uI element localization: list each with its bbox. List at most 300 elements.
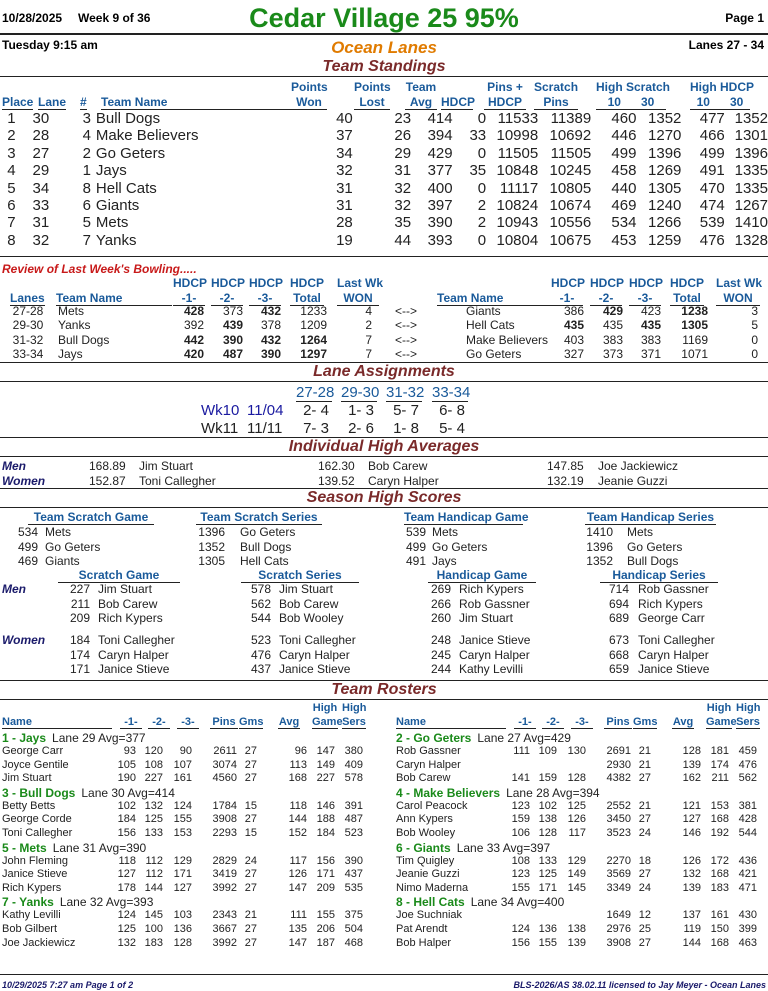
season-team-name: Mets (432, 525, 459, 539)
roster-cell: 168 (710, 936, 729, 949)
season-ind-name: Toni Callegher (638, 633, 715, 647)
lane-week: Wk10 (201, 402, 240, 419)
standing-cell: 400 (427, 179, 453, 197)
roster-cell: 421 (738, 868, 757, 881)
season-ind-score: 227 (69, 582, 90, 596)
roster-cell: 3908 (606, 936, 631, 949)
season-ind-score: 562 (250, 596, 271, 611)
footer-rule (0, 974, 768, 975)
season-ind-name: Caryn Halper (98, 647, 169, 662)
roster-cell: 138 (538, 813, 557, 826)
roster-cell: 12 (638, 909, 651, 922)
standing-row (0, 214, 768, 231)
season-team-head: Team Scratch Game (28, 510, 154, 525)
review-cell: 5 (751, 318, 758, 333)
season-team-score: 1352 (586, 554, 613, 568)
avg-title: Individual High Averages (288, 438, 480, 455)
roster-col-g1: -1- (120, 716, 142, 729)
season-ind-name: Rich Kypers (459, 582, 524, 596)
review-cell: Hell Cats (466, 318, 515, 333)
review-cell: 29-30 (12, 318, 44, 333)
season-ind-head: Handicap Game (428, 568, 536, 583)
season-ind-name: Bob Carew (279, 596, 339, 611)
col-pl2: Lost (354, 95, 390, 110)
roster-cell: 375 (344, 909, 363, 922)
standing-cell: 429 (427, 144, 453, 162)
avg-name: Jim Stuart (139, 459, 194, 473)
rev-col-hta-2: HDCP (670, 276, 705, 290)
review-cell: 27-28 (12, 304, 44, 318)
review-cell: 1233 (300, 304, 327, 318)
roster-cell: 27 (638, 813, 651, 826)
rev-col-htb-2: Total (670, 291, 704, 306)
rev-col-h2b-2: -2- (590, 291, 622, 306)
season-ind-score: 245 (430, 647, 451, 662)
roster-cell: Pat Arendt (396, 923, 448, 935)
rev-col-h3b: -3- (249, 291, 281, 306)
season-title: Season High Scores (306, 489, 462, 506)
review-cell: 435 (640, 318, 661, 333)
roster-cell: 380 (344, 745, 363, 757)
season-team-name: Bull Dogs (240, 539, 292, 554)
roster-cell: 535 (344, 881, 363, 894)
rosters-rule (0, 699, 768, 700)
standing-cell: 28 (32, 127, 50, 145)
standing-cell: Jays (95, 162, 127, 180)
avg-men-label: Men (2, 459, 26, 473)
roster-cell: 27 (244, 745, 257, 757)
roster-cell: 161 (173, 772, 192, 785)
review-cell: 1071 (681, 346, 708, 361)
roster-col-avg: Avg (278, 716, 300, 728)
season-team-score: 491 (405, 554, 426, 568)
standing-cell: 10804 (496, 231, 539, 249)
roster-cell: 124 (117, 909, 136, 922)
roster-cell: 18 (638, 854, 651, 867)
standings-title: Team Standings (322, 58, 446, 75)
footer-right: BLS-2026/AS 38.02.11 licensed to Jay Meyer - Ocean Lanes (513, 980, 766, 990)
season-team-score: 1396 (586, 539, 613, 554)
season-team-name: Go Geters (240, 525, 296, 539)
roster-cell: 476 (738, 758, 757, 771)
roster-cell: 183 (710, 881, 729, 894)
standing-cell: 491 (699, 162, 725, 180)
roster-team-header (2, 731, 146, 745)
standing-cell: 32 (394, 197, 412, 215)
season-team-name: Giants (45, 554, 80, 568)
review-cell: Go Geters (466, 346, 522, 361)
review-cell: 1264 (300, 332, 327, 347)
season-team-head: Team Scratch Series (196, 510, 322, 525)
roster-col-hs1: High (342, 702, 367, 714)
rev-col-h1a-2: HDCP (551, 276, 586, 290)
review-cell: <--> (394, 304, 417, 318)
review-cell: 7 (365, 346, 372, 361)
roster-cell: 155 (316, 909, 335, 922)
avg-women-label: Women (2, 474, 46, 488)
standing-cell: 1270 (648, 127, 682, 145)
season-men-label: Men (2, 582, 26, 596)
review-row (0, 333, 758, 347)
review-cell: 1305 (681, 318, 708, 333)
roster-col-name: Name (396, 716, 506, 729)
season-ind-name: Rich Kypers (638, 596, 703, 611)
standing-cell: 44 (394, 231, 412, 249)
roster-cell: 120 (144, 745, 163, 757)
roster-cell: 103 (173, 909, 192, 922)
avg-name: Joe Jackiewicz (598, 459, 679, 473)
standing-cell: 470 (699, 179, 725, 197)
roster-cell: 127 (682, 813, 701, 826)
roster-cell: 133 (538, 854, 557, 867)
standing-cell: 1410 (734, 214, 768, 232)
season-ind-name: Janice Stieve (98, 662, 170, 676)
roster-cell: George Carr (2, 745, 64, 757)
standing-cell: 2 (477, 214, 487, 232)
season-ind-name: Caryn Halper (279, 647, 350, 662)
roster-cell: 390 (344, 854, 363, 867)
standing-cell: 453 (611, 231, 637, 249)
col-hh3: 30 (730, 95, 744, 109)
review-cell: 386 (563, 304, 584, 318)
roster-cell: 111 (513, 745, 530, 757)
lanes-rule (0, 381, 768, 382)
roster-cell: 147 (288, 881, 307, 894)
roster-cell: 126 (567, 813, 586, 826)
col-ta1: Team (405, 80, 437, 94)
standing-cell: 458 (611, 162, 637, 180)
review-cell: 31-32 (12, 332, 44, 347)
roster-col-pins: Pins (604, 716, 632, 729)
avg-value: 147.85 (547, 459, 584, 473)
roster-cell: 156 (117, 827, 136, 839)
roster-cell: 24 (638, 881, 651, 894)
roster-cell: 436 (738, 854, 757, 867)
review-cell: 429 (602, 304, 623, 318)
lane-match: 1- 3 (348, 402, 374, 419)
col-pl1: Points (354, 80, 391, 94)
roster-col-g3: -3- (571, 716, 593, 729)
review-cell: 435 (563, 318, 584, 333)
review-cell: 0 (751, 346, 758, 361)
roster-cell: Joyce Gentile (2, 758, 69, 771)
review-cell: 432 (260, 332, 281, 347)
season-ind-score: 523 (250, 633, 271, 647)
season-ind-name: Toni Callegher (98, 633, 175, 647)
standing-cell: 11505 (550, 144, 592, 162)
standing-cell: 446 (611, 127, 637, 145)
standing-cell: 1240 (648, 197, 682, 215)
review-cell: 2 (365, 318, 372, 333)
standing-cell: 1301 (734, 127, 768, 145)
roster-team-name: 6 - Giants (396, 840, 451, 855)
page-label: Page 1 (725, 11, 764, 25)
season-women-label: Women (2, 633, 46, 647)
roster-cell: 105 (117, 758, 136, 771)
standing-cell: 397 (427, 197, 453, 215)
roster-cell: 149 (316, 758, 335, 771)
roster-col-g2: -2- (542, 716, 564, 729)
review-cell: 33-34 (12, 346, 44, 361)
roster-cell: 125 (117, 923, 136, 935)
roster-cell: 21 (638, 745, 651, 757)
roster-cell: 132 (144, 799, 163, 812)
col-place: Place (2, 95, 34, 109)
roster-cell: 109 (538, 745, 557, 757)
season-ind-name: Kathy Levilli (459, 662, 524, 676)
standing-row (0, 232, 768, 249)
standing-cell: 1396 (734, 144, 768, 162)
standing-cell: 377 (427, 162, 453, 180)
roster-team-name: 3 - Bull Dogs (2, 785, 76, 800)
roster-cell: 2343 (212, 909, 237, 922)
season-ind-head: Scratch Series (241, 568, 359, 583)
col-hs3: 30 (641, 95, 655, 109)
standing-cell: 440 (611, 179, 637, 197)
roster-cell: Rich Kypers (2, 881, 62, 894)
season-ind-score: 248 (430, 633, 451, 647)
standing-cell: 460 (611, 110, 637, 127)
roster-cell: 471 (738, 881, 757, 894)
roster-cell: 144 (288, 813, 307, 826)
lane-match: 2- 6 (348, 420, 374, 437)
roster-cell: 125 (538, 868, 557, 881)
review-cell: 392 (183, 318, 204, 333)
roster-team-name: 4 - Make Believers (396, 785, 501, 800)
standing-cell: 33 (32, 197, 50, 215)
review-cell: 1238 (681, 304, 708, 318)
season-ind-score: 171 (69, 662, 90, 676)
roster-team-header (2, 895, 153, 909)
standing-cell: 499 (699, 144, 725, 162)
roster-cell: 117 (289, 854, 307, 867)
roster-cell: 136 (173, 923, 192, 935)
standing-cell: 37 (336, 127, 353, 145)
standing-cell: 26 (394, 127, 412, 145)
season-team-head: Team Handicap Series (586, 510, 715, 524)
roster-cell: 156 (511, 936, 530, 949)
season-ind-score: 260 (430, 611, 451, 625)
roster-cell: 102 (538, 799, 557, 812)
roster-cell: 133 (144, 827, 163, 839)
standing-cell: 7 (82, 231, 91, 249)
review-cell: 390 (222, 332, 243, 347)
season-ind-name: Toni Callegher (279, 633, 356, 647)
standing-cell: 2 (477, 197, 487, 215)
roster-cell: 137 (682, 909, 701, 922)
season-ind-score: 269 (430, 582, 451, 596)
season-ind-score: 476 (250, 647, 271, 662)
standing-cell: 34 (336, 144, 353, 162)
roster-col-hs2: Sers (736, 716, 760, 728)
lane-date: 11/04 (247, 402, 284, 419)
roster-cell: 121 (682, 799, 701, 812)
standing-cell: 31 (394, 162, 412, 180)
roster-cell: 27 (244, 813, 257, 826)
roster-team-header (396, 731, 571, 745)
avg-name: Caryn Halper (368, 474, 439, 488)
roster-cell: 149 (567, 868, 586, 881)
standing-cell: 11533 (497, 110, 539, 127)
standing-cell: 390 (427, 214, 453, 232)
roster-cell: 409 (344, 758, 363, 771)
roster-cell: 155 (511, 881, 530, 894)
roster-cell: 155 (538, 936, 557, 949)
standing-cell: 474 (699, 197, 725, 215)
roster-cell: Nimo Maderna (396, 881, 469, 894)
standing-cell: 2 (82, 144, 91, 162)
standing-cell: 5 (82, 214, 91, 232)
roster-cell: 459 (738, 745, 757, 757)
rev-col-lwa: Last Wk (337, 276, 384, 290)
season-ind-head: Handicap Series (600, 568, 718, 583)
roster-cell: 184 (117, 813, 136, 826)
roster-cell: 178 (117, 881, 136, 894)
avg-value: 152.87 (89, 474, 126, 488)
roster-col-hs2: Sers (342, 716, 366, 728)
season-ind-score: 668 (608, 647, 629, 662)
avg-value: 162.30 (318, 459, 355, 473)
roster-cell: 159 (538, 772, 557, 785)
review-cell: 442 (183, 332, 204, 347)
season-ind-score: 244 (430, 662, 451, 676)
roster-cell: Tim Quigley (396, 854, 455, 867)
roster-cell: Bob Wooley (396, 827, 456, 839)
standing-cell: 10998 (496, 127, 539, 145)
roster-cell: 15 (244, 827, 257, 839)
review-cell: <--> (394, 318, 417, 333)
season-team-score: 499 (17, 539, 38, 554)
rev-col-lwb: WON (337, 291, 379, 306)
standing-cell: 1 (82, 162, 91, 180)
roster-cell: 145 (144, 909, 163, 922)
season-team-name: Mets (45, 525, 72, 539)
rev-col-team: Team Name (56, 291, 172, 306)
standings-rule (0, 76, 768, 77)
standing-cell: 31 (336, 179, 353, 197)
roster-cell: 487 (344, 813, 363, 826)
season-team-score: 534 (17, 525, 38, 539)
roster-team-info: Lane 31 Avg=390 (52, 840, 147, 855)
standing-cell: 10824 (496, 197, 539, 215)
roster-col-gms: Gms (239, 716, 264, 728)
roster-cell: 25 (638, 923, 651, 935)
standing-cell: 4 (7, 162, 16, 180)
avg-value: 139.52 (318, 474, 355, 488)
standing-cell: Mets (95, 214, 129, 232)
roster-cell: 15 (244, 799, 257, 812)
roster-cell: 147 (288, 936, 307, 949)
standing-cell: 0 (477, 231, 487, 249)
standing-cell: 0 (477, 110, 487, 127)
season-ind-name: Jim Stuart (98, 582, 153, 596)
col-hs1: High Scratch (596, 80, 671, 94)
review-cell: 403 (563, 332, 584, 347)
lane-match: 6- 8 (439, 402, 465, 419)
roster-cell: 2829 (212, 854, 237, 867)
roster-team-info: Lane 28 Avg=394 (506, 785, 600, 800)
standing-cell: 32 (32, 231, 50, 249)
review-cell: 7 (365, 332, 372, 347)
roster-cell: 90 (179, 745, 192, 757)
review-table (0, 304, 758, 361)
avg-name: Bob Carew (368, 459, 428, 473)
review-rule (0, 256, 768, 257)
standing-row (0, 145, 768, 162)
roster-cell: 161 (710, 909, 729, 922)
roster-cell: 463 (738, 936, 757, 949)
review-row (0, 304, 758, 318)
review-cell: 432 (260, 304, 281, 318)
roster-col-hs1: High (736, 702, 761, 714)
roster-cell: 139 (682, 881, 701, 894)
roster-cell: 145 (567, 881, 586, 894)
roster-cell: 3992 (212, 936, 237, 949)
review-cell: 373 (602, 346, 623, 361)
standing-cell: 466 (699, 127, 725, 145)
standing-row (0, 180, 768, 197)
col-pw1: Points (291, 80, 328, 94)
season-team-score: 469 (17, 554, 38, 568)
col-hh1: High HDCP (690, 80, 754, 94)
roster-team-info: Lane 33 Avg=397 (456, 840, 551, 855)
review-cell: 1297 (300, 346, 327, 361)
roster-team-name: 5 - Mets (2, 840, 47, 855)
standing-cell: 30 (32, 110, 50, 127)
roster-cell: 141 (511, 772, 530, 785)
lane-week: Wk11 (201, 420, 239, 437)
roster-cell: 562 (738, 772, 757, 785)
roster-cell: 172 (710, 854, 729, 867)
lane-pair-header: 31-32 (386, 384, 425, 401)
roster-cell: 112 (145, 854, 163, 867)
review-cell: 383 (640, 332, 661, 347)
review-cell: 373 (222, 304, 243, 318)
roster-cell: Caryn Halper (396, 758, 461, 771)
col-ta2: Avg (405, 95, 437, 110)
lane-date: 11/11 (247, 420, 283, 437)
standing-cell: 539 (699, 214, 725, 232)
standing-cell: 11117 (499, 179, 539, 197)
roster-cell: 2691 (606, 745, 631, 757)
review-cell: 439 (222, 318, 243, 333)
season-ind-name: Jim Stuart (279, 582, 334, 596)
rev-col-h3a-2: HDCP (629, 276, 664, 290)
rev-col-h1b-2: -1- (551, 291, 583, 306)
rev-col-h1a: HDCP (173, 276, 208, 290)
roster-col-hg2: Game (706, 716, 737, 728)
roster-cell: 124 (173, 799, 192, 812)
roster-cell: Bob Gilbert (2, 923, 58, 935)
roster-cell: 96 (294, 745, 307, 757)
roster-cell: 27 (244, 758, 257, 771)
standing-row (0, 127, 768, 144)
season-team-name: Hell Cats (240, 554, 289, 568)
season-team-name: Bull Dogs (627, 554, 679, 568)
report-date: 10/28/2025 (2, 11, 63, 25)
roster-cell: 146 (316, 799, 335, 812)
roster-cell: 126 (288, 868, 307, 881)
roster-cell: 211 (711, 772, 729, 785)
standing-cell: 1267 (734, 197, 768, 215)
avg-value: 132.19 (547, 474, 584, 488)
rev-col-lwa-2: Last Wk (716, 276, 763, 290)
standing-cell: 32 (394, 179, 412, 197)
roster-team-name: 2 - Go Geters (396, 731, 472, 745)
roster-cell: Janice Stieve (2, 868, 68, 881)
roster-cell: 128 (567, 772, 586, 785)
standing-cell: 10943 (496, 214, 539, 232)
